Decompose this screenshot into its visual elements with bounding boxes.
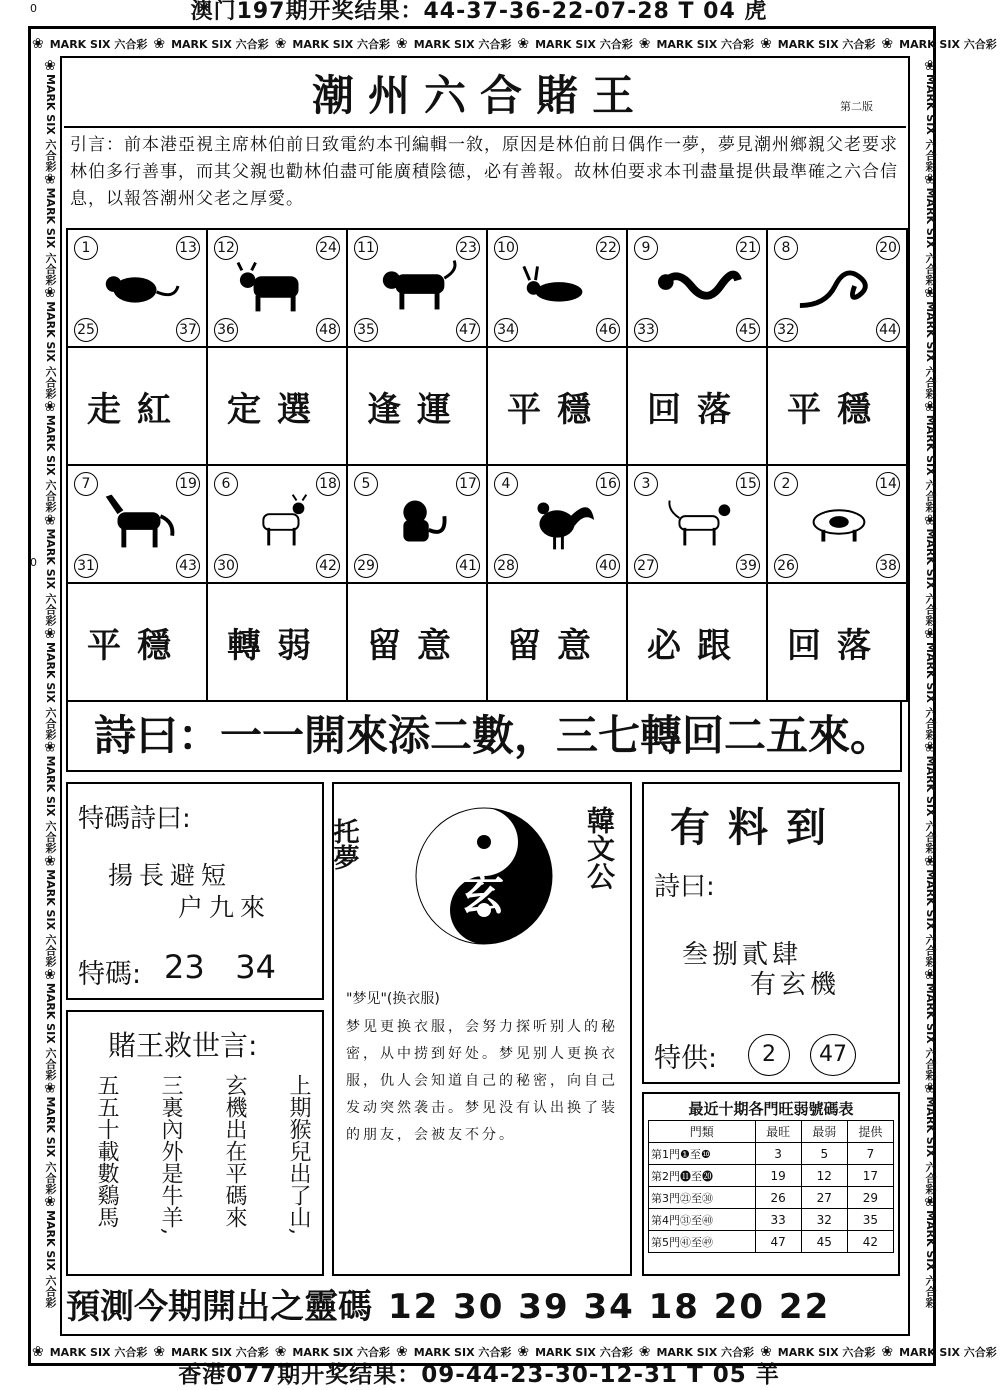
number-ball: 25 [74,318,98,342]
material-line1: 叁捌貳肆 [682,940,803,970]
border-text: MARK SIX 六合彩 [413,1346,512,1359]
number-ball: 30 [214,554,238,578]
number-ball: 20 [876,236,900,260]
number-ball: 32 [774,318,798,342]
savior-columns [92,1074,312,1270]
flower-icon: ❀ [922,58,938,74]
flower-icon: ❀ [760,36,772,52]
tiger-icon [376,256,460,316]
flower-icon: ❀ [922,398,938,415]
fortune-word: 走紅 [67,347,207,465]
flower-icon: ❀ [922,171,938,188]
horse-icon [96,492,180,552]
offer-1-text: 2 [762,1042,776,1067]
offer-label: 特供: [654,1043,718,1074]
fortune-word: 定選 [207,347,347,465]
table-cell-door: 第2門⓫至⓴ [649,1165,756,1187]
table-row [649,1143,894,1165]
zodiac-cell-ox [207,229,347,347]
zodiac-cell-monkey [347,465,487,583]
material-box [642,782,900,1084]
savior-column: 三裏內外是牛羊, [158,1074,183,1235]
border-text: MARK SIX 六合彩 [924,414,937,513]
border-text: MARK SIX 六合彩 [899,1346,997,1359]
table-row [649,1165,894,1187]
fortune-word: 平穩 [767,347,907,465]
flower-icon: ❀ [922,1194,938,1211]
number-ball: 28 [494,554,518,578]
number-ball: 29 [354,554,378,578]
number-ball: 47 [456,318,480,342]
zodiac-cell-snake [767,229,907,347]
flower-icon: ❀ [153,1344,166,1360]
fortune-word: 必跟 [627,583,767,701]
number-ball: 35 [354,318,378,342]
side-mark: 0 [30,556,37,569]
snake-icon [796,256,880,316]
fortune-word: 留意 [347,583,487,701]
number-ball: 13 [176,236,200,260]
flower-icon: ❀ [42,739,58,756]
flower-icon: ❀ [42,398,58,415]
material-heading: 有料到 [670,805,844,851]
table-cell-hot: 26 [755,1187,801,1209]
number-ball: 15 [736,472,760,496]
table-cell-cold: 5 [801,1143,847,1165]
flower-icon: ❀ [32,1344,44,1360]
flower-icon: ❀ [42,58,58,74]
material-line2: 有玄機 [750,970,841,1000]
dream-text: 梦见更换衣服，会努力探听别人的秘密，从中捞到好处。梦见别人更换衣服，仇人会知道自己的秘密，向自己发动突然袭击。梦见没有认出换了装的朋友，会被友不分。 [346,1019,618,1143]
pig-icon [796,492,880,552]
zodiac-cell-dog [627,465,767,583]
special-code-label: 特碼: [78,959,142,990]
number-ball: 8 [774,236,798,260]
flower-icon: ❀ [396,36,408,52]
table-header: 最弱 [801,1121,847,1143]
dream-box [329,782,632,1276]
number-ball: 46 [596,318,620,342]
table-cell-give: 35 [847,1209,893,1231]
zodiac-cell-pig [767,465,907,583]
number-ball: 41 [456,554,480,578]
number-ball: 36 [214,318,238,342]
table-row [649,1187,894,1209]
number-ball: 48 [316,318,340,342]
poem-line: 詩曰：一一開來添二數，三七轉回二五來。 [66,700,902,772]
number-ball: 16 [596,472,620,496]
flower-icon: ❀ [517,1344,530,1360]
fortune-word: 平穩 [487,347,627,465]
border-text: MARK SIX 六合彩 [535,1346,633,1359]
material-poem-label: 詩曰: [654,872,715,902]
number-ball: 2 [774,472,798,496]
flower-icon: ❀ [42,966,58,983]
special-poem-line2: 户九來 [178,893,272,922]
flower-icon: ❀ [922,853,938,870]
flower-icon: ❀ [760,1344,772,1360]
border-text: MARK SIX 六合彩 [171,1346,269,1359]
goat-icon [236,492,320,552]
border-text: MARK SIX 六合彩 [899,38,997,51]
border-text: MARK SIX 六合彩 [413,38,512,51]
border-text: MARK SIX 六合彩 [49,1346,148,1359]
table-cell-door: 第5門㊶至㊾ [649,1231,756,1253]
border-strip-bottom [32,1338,997,1366]
flower-icon: ❀ [42,171,58,188]
yinyang-char: 玄 [460,869,504,920]
fortune-word: 回落 [767,583,907,701]
border-text: MARK SIX 六合彩 [924,74,937,172]
border-text: MARK SIX 六合彩 [44,74,57,172]
number-ball: 9 [634,236,658,260]
border-text: MARK SIX 六合彩 [777,1346,876,1359]
number-ball: 24 [316,236,340,260]
number-ball: 37 [176,318,200,342]
border-text: MARK SIX 六合彩 [44,187,57,286]
prediction-numbers: 12 30 39 34 18 20 22 [388,1287,831,1327]
flower-icon: ❀ [153,36,166,52]
flower-icon: ❀ [274,1344,287,1360]
flower-icon: ❀ [517,36,530,52]
rat-icon [96,256,180,316]
savior-box [66,1010,324,1276]
table-cell-door: 第1門❶至❿ [649,1143,756,1165]
number-ball: 22 [596,236,620,260]
table-cell-cold: 27 [801,1187,847,1209]
savior-heading: 賭王救世言: [108,1029,258,1062]
border-text: MARK SIX 六合彩 [924,301,937,399]
fortune-word: 轉弱 [207,583,347,701]
table-cell-give: 7 [847,1143,893,1165]
border-text: MARK SIX 六合彩 [44,301,57,399]
corner-mark: 0 [30,2,37,15]
flower-icon: ❀ [922,966,938,983]
border-text: MARK SIX 六合彩 [535,38,633,51]
dream-right-chars: 韓文公 [583,806,616,890]
prediction-label: 預測今期開出之靈碼 [66,1287,372,1327]
hotcold-table [648,1120,894,1253]
offer-2-text: 47 [819,1042,847,1067]
number-ball: 14 [876,472,900,496]
zodiac-cell-rabbit [487,229,627,347]
offer-1 [748,1034,790,1076]
border-text: MARK SIX 六合彩 [924,1210,937,1308]
number-ball: 31 [74,554,98,578]
border-text: MARK SIX 六合彩 [44,414,57,513]
rooster-icon [516,492,600,552]
flower-icon: ❀ [881,36,894,52]
border-text: MARK SIX 六合彩 [924,1096,937,1195]
zodiac-cell-horse [67,465,207,583]
number-ball: 6 [214,472,238,496]
dog-icon [656,492,740,552]
zodiac-cell-rooster [487,465,627,583]
border-text: MARK SIX 六合彩 [44,869,57,967]
zodiac-cell-dragon [627,229,767,347]
intro-text: 引言：前本港亞視主席林伯前日致電約本刊編輯一敘，原因是林伯前日偶作一夢，夢見潮州鄉親父老要求林伯多行善事，而其父親也勸林伯盡可能廣積陰德，必有善報。故林伯要求本刊盡量提供最準確之六合信息，以報答潮州父老之厚愛。 [70,135,898,209]
flower-icon: ❀ [42,853,58,870]
number-ball: 43 [176,554,200,578]
table-cell-hot: 33 [755,1209,801,1231]
border-text: MARK SIX 六合彩 [171,38,269,51]
table-cell-give: 42 [847,1231,893,1253]
table-row [649,1231,894,1253]
fortune-word: 回落 [627,347,767,465]
number-ball: 19 [176,472,200,496]
number-ball: 10 [494,236,518,260]
savior-column: 上期猴兒出了山, [286,1074,311,1235]
number-ball: 44 [876,318,900,342]
flower-icon: ❀ [42,626,58,643]
number-ball: 12 [214,236,238,260]
flower-icon: ❀ [638,1344,651,1360]
zodiac-cell-goat [207,465,347,583]
border-text: MARK SIX 六合彩 [292,1346,391,1359]
zodiac-cell-rat [67,229,207,347]
table-cell-give: 29 [847,1187,893,1209]
dream-left-chars: 托夢 [329,818,359,870]
special-poem-line1: 揚長避短 [108,861,233,890]
border-strip-top [32,30,997,58]
border-text: MARK SIX 六合彩 [44,982,57,1081]
border-text: MARK SIX 六合彩 [49,38,148,51]
dragon-icon [656,256,740,316]
fortune-word: 逢運 [347,347,487,465]
border-text: MARK SIX 六合彩 [44,1210,57,1308]
number-ball: 33 [634,318,658,342]
flower-icon: ❀ [922,626,938,643]
special-poem-box [66,782,324,1000]
fortune-word: 平穩 [67,583,207,701]
number-ball: 34 [494,318,518,342]
table-cell-door: 第3門㉑至㉚ [649,1187,756,1209]
number-ball: 7 [74,472,98,496]
table-cell-door: 第4門㉛至㊵ [649,1209,756,1231]
number-ball: 4 [494,472,518,496]
flower-icon: ❀ [638,36,651,52]
table-row [649,1209,894,1231]
table-header: 提供 [847,1121,893,1143]
table-cell-cold: 45 [801,1231,847,1253]
table-header: 最旺 [755,1121,801,1143]
border-text: MARK SIX 六合彩 [924,869,937,967]
border-text: MARK SIX 六合彩 [777,38,876,51]
savior-column: 玄機出在平碼來 [222,1074,247,1228]
number-ball: 23 [456,236,480,260]
border-text: MARK SIX 六合彩 [924,982,937,1081]
rabbit-icon [516,256,600,316]
border-text: MARK SIX 六合彩 [44,1096,57,1195]
number-ball: 40 [596,554,620,578]
flower-icon: ❀ [922,1080,938,1097]
flower-icon: ❀ [922,739,938,756]
number-ball: 27 [634,554,658,578]
number-ball: 1 [74,236,98,260]
header-result: 澳门197期开奖结果：44-37-36-22-07-28 T 04 虎 [190,0,768,24]
table-cell-cold: 12 [801,1165,847,1187]
number-ball: 45 [736,318,760,342]
number-ball: 42 [316,554,340,578]
number-ball: 18 [316,472,340,496]
number-ball: 17 [456,472,480,496]
border-text: MARK SIX 六合彩 [44,642,57,740]
flower-icon: ❀ [42,512,58,529]
border-text: MARK SIX 六合彩 [44,528,57,627]
savior-column: 五五十載數鷄馬 [94,1074,119,1228]
border-text: MARK SIX 六合彩 [656,1346,755,1359]
fortune-word: 留意 [487,583,627,701]
table-cell-cold: 32 [801,1209,847,1231]
flower-icon: ❀ [32,36,44,52]
table-cell-hot: 3 [755,1143,801,1165]
border-strip-left [32,58,58,1338]
hotcold-table-title: 最近十期各門旺弱號碼表 [688,1100,854,1118]
number-ball: 38 [876,554,900,578]
ox-icon [236,256,320,316]
border-strip-right [912,58,938,1338]
offer-2 [810,1034,856,1076]
table-cell-hot: 47 [755,1231,801,1253]
flower-icon: ❀ [922,285,938,302]
zodiac-cell-tiger [347,229,487,347]
border-text: MARK SIX 六合彩 [656,38,755,51]
table-header: 門類 [649,1121,756,1143]
border-text: MARK SIX 六合彩 [292,38,391,51]
flower-icon: ❀ [922,512,938,529]
flower-icon: ❀ [42,285,58,302]
border-text: MARK SIX 六合彩 [924,755,937,854]
monkey-icon [376,492,460,552]
number-ball: 26 [774,554,798,578]
flower-icon: ❀ [274,36,287,52]
flower-icon: ❀ [881,1344,894,1360]
border-text: MARK SIX 六合彩 [44,755,57,854]
number-ball: 21 [736,236,760,260]
dream-topic: "梦见"(换衣服) [346,991,440,1007]
flower-icon: ❀ [42,1194,58,1211]
flower-icon: ❀ [42,1080,58,1097]
number-ball: 11 [354,236,378,260]
border-text: MARK SIX 六合彩 [924,528,937,627]
number-ball: 3 [634,472,658,496]
table-cell-give: 17 [847,1165,893,1187]
border-text: MARK SIX 六合彩 [924,187,937,286]
flower-icon: ❀ [396,1344,408,1360]
special-codes: 23 34 [164,948,276,986]
table-cell-hot: 19 [755,1165,801,1187]
zodiac-grid [66,228,908,702]
hotcold-table-box [642,1092,900,1276]
edition-label: 第二版 [840,100,873,113]
number-ball: 5 [354,472,378,496]
special-poem-heading: 特碼詩曰: [78,804,191,834]
prediction-line [66,1282,902,1332]
number-ball: 39 [736,554,760,578]
border-text: MARK SIX 六合彩 [924,642,937,740]
page-title: 潮州六合賭王 [311,71,648,120]
footer-result: 香港077期开奖结果：09-44-23-30-12-31 T 05 羊 [178,1362,780,1388]
